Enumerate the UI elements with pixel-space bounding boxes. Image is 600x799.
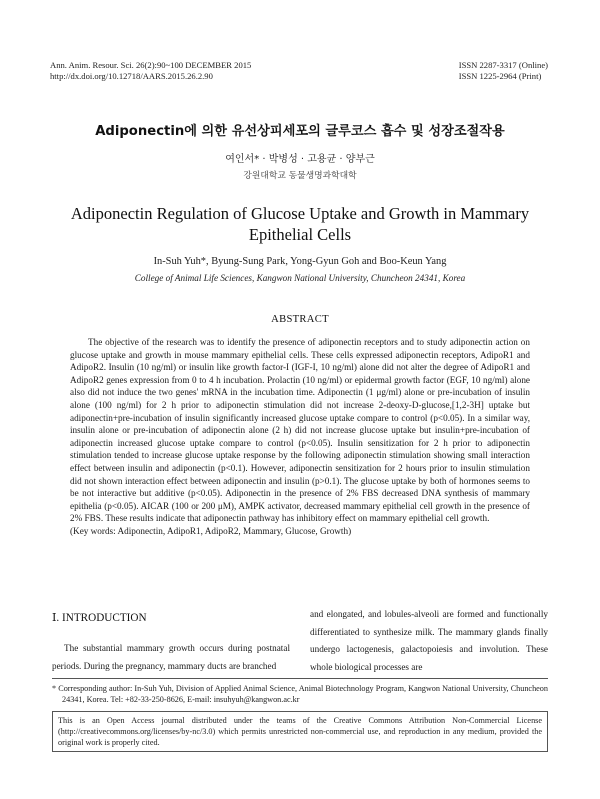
- journal-header-right: [459, 60, 548, 82]
- footnote-divider: [52, 678, 548, 679]
- introduction-right-text: and elongated, and lobules-alveoli are formed and functionally differentiated to synthesize milk. The mammary glands finally undergo lactogenesis, galactopoiesis and involution. These whole biological processes are: [310, 609, 548, 672]
- journal-header-left: [50, 60, 251, 82]
- english-title: [0, 203, 600, 245]
- corresponding-author-note: * Corresponding author: In-Suh Yuh, Division of Applied Animal Science, Animal Biotechnology Program, Kangwon National University, Chuncheon 24341, Korea. Tel: +82-33-250-8626, E-mail: insuhyuh@kangwon.ac.kr: [52, 684, 548, 704]
- introduction-right-column: [310, 606, 548, 676]
- english-authors: In-Suh Yuh*, Byung-Sung Park, Yong-Gyun Goh and Boo-Keun Yang: [153, 256, 447, 267]
- issn-online: ISSN 2287-3317 (Online): [458, 60, 548, 70]
- introduction-left-text: The substantial mammary growth occurs during postnatal periods. During the pregnancy, mammary ducts are branched: [52, 643, 290, 671]
- english-affiliation: College of Animal Life Sciences, Kangwon National University, Chuncheon 24341, Korea: [134, 273, 466, 283]
- abstract-body: The objective of the research was to identify the presence of adiponectin receptors and to study adiponectin action on glucose uptake and growth in mouse mammary epithelial cells. These cells expressed adiponectin receptors, AdipoR1 and AdipoR2. Insulin (10 ng/ml) or insulin like growth factor-I (IGF-I, 10 ng/ml) alone did not alter the degree of AdipoR1 and AdipoR2 genes expression from 0 to 4 h incubation. Prolactin (10 ng/ml) or epidermal growth factor (EGF, 10 ng/ml) alone also did not induce the two genes' mRNA in the incubation time. Adiponectin (1 μg/ml) alone or pre-incubation of insulin alone (100 ng/ml) for 2 h prior to adiponectin stimulation did not increase 2-deoxy-D-glucose,[1,2-3H] uptake but adiponectin+pre-incubation of insulin significantly increased glucose uptake compare to control (p<0.05). In a similar way, insulin alone or pre-incubation of adiponectin alone (2 h) did not increase glucose uptake but insulin+pre-incubation of adiponectin increased glucose uptake compare to control (p<0.05). Insulin sensitization for 2 h prior to adiponectin stimulation tended to increase glucose uptake response by the following adiponectin stimulation showing small interaction effect between insulin and adiponectin (p<0.1). However, adiponectin sensitization for 2 hours prior to insulin stimulation did not shown interaction effect between adiponectin and insulin (p>0.1). The glucose uptake by both of hormones seems to be not interactive but additive (p<0.05). Adiponectin in the presence of 2% FBS decreased DNA synthesis of mammary epithelia (p<0.05). AICAR (100 or 200 μM), AMPK activator, decreased mammary epithelial cell growth in the presence of 2% FBS. These results indicate that adiponectin pathway has inhibitory effect on mammary epithelial cell growth.: [70, 337, 530, 524]
- english-title-line-1: Adiponectin Regulation of Glucose Uptake and Growth in Mammary: [70, 204, 530, 223]
- english-title-line-2: Epithelial Cells: [248, 225, 352, 244]
- korean-authors: 여인서* · 박병성 · 고용균 · 양부근: [225, 154, 375, 165]
- korean-affiliation: 강원대학교 동물생명과학대학: [243, 171, 357, 181]
- abstract-heading: ABSTRACT: [271, 314, 329, 325]
- license-box: This is an Open Access journal distributed under the teams of the Creative Commons Attribution Non-Commercial License (http://creativecommons.org/licenses/by-nc/3.0) which permits unrestricted non-commercial use, and reproduction in any medium, provided the original work is properly cited.: [52, 711, 548, 752]
- introduction-heading: Ⅰ. INTRODUCTION: [52, 612, 147, 624]
- abstract-section: [70, 336, 530, 538]
- introduction-left-column: [52, 640, 290, 675]
- footnote: [52, 684, 548, 705]
- journal-citation: Ann. Anim. Resour. Sci. 26(2):90~100 DECEMBER 2015: [50, 60, 252, 70]
- doi-link[interactable]: http://dx.doi.org/10.12718/AARS.2015.26.2.90: [50, 71, 213, 82]
- issn-print: ISSN 1225-2964 (Print): [458, 71, 542, 82]
- korean-title: Adiponectin에 의한 유선상피세포의 글루코스 흡수 및 성장조절작용: [95, 124, 505, 139]
- abstract-keywords: (Key words: Adiponectin, AdipoR1, AdipoR2, Mammary, Glucose, Growth): [70, 525, 352, 536]
